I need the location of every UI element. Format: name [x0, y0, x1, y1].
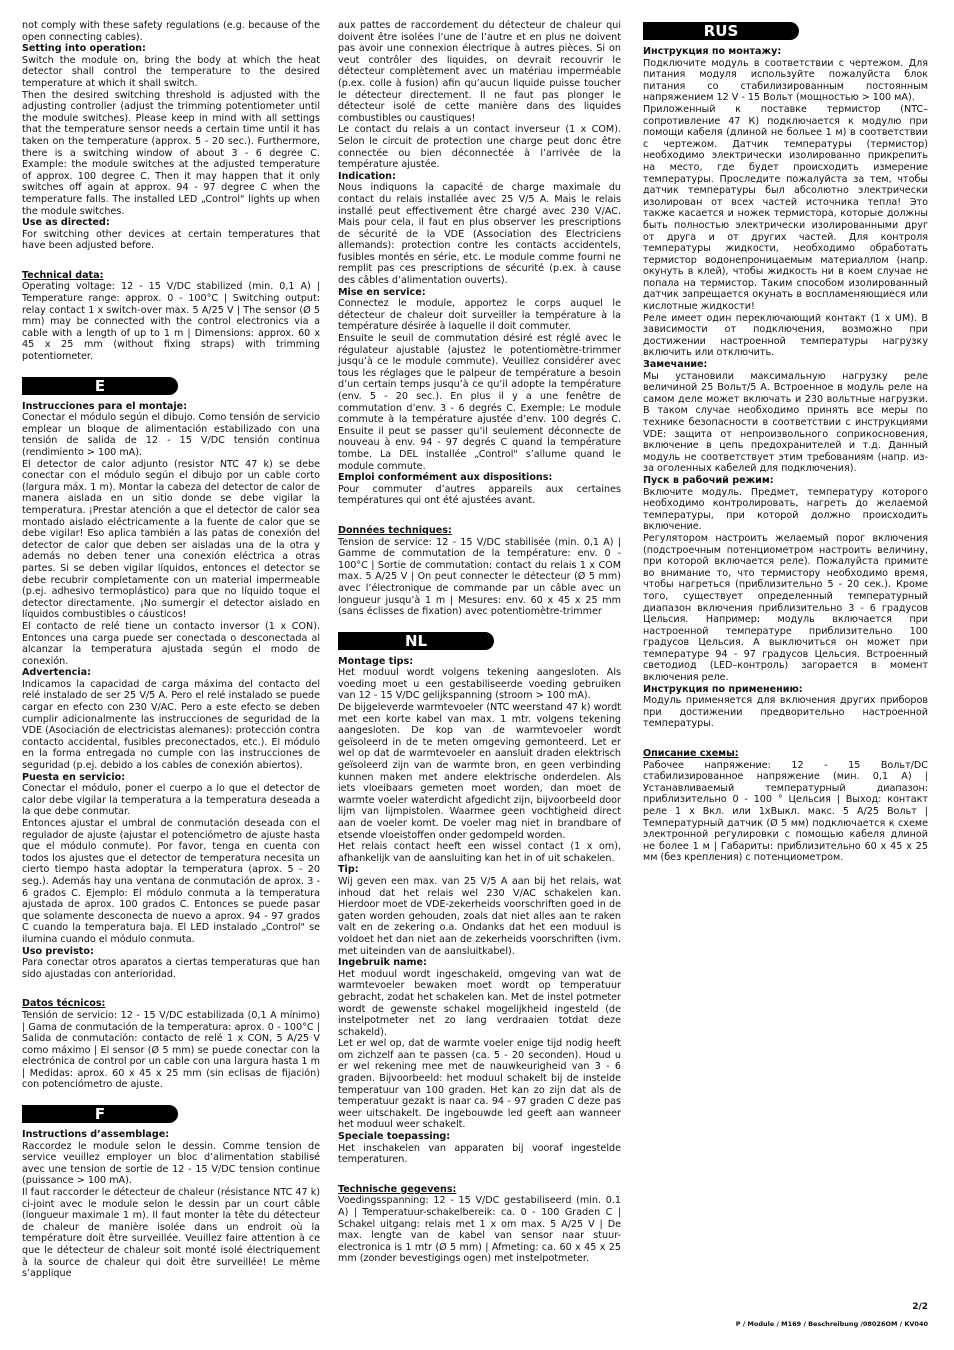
ru-paragraph: Мы установили максимальную нагрузку реле величиной 25 Вольт/5 А. Встроенное в модуль реле на самом деле может включать и 230 вольтные нагрузки. В таком случае необходимо принять все меры по технике безопасности в соответствии с инструкциями VDE: защита от непроизвольного соприкосновения, включение в цепь предохранителей и т.д. Данный модуль не соответствует этим требованиям (напр. из-за оголенных кабелей для подключения). — [643, 370, 928, 475]
es-paragraph: Entonces ajustar el umbral de conmutación deseada con el regulador de ajuste (ajustar el potenciómetro de ajuste hasta que el módulo conmute). Por favor, tenga en cuenta con todos los ajustes que el detector de temperatura necesita un cierto tiempo hasta adoptar la temperatura (aprox. 5 - 20 seg.). Además hay una ventana de conmutación de aprox. 3 - 6 grados C. Ejemplo: El módulo conmuta a la temperatura ajustada de aprox. 100 grados C. Entonces se puede pasar que solamente desconecta de nuevo a aprox. 94 - 97 grados C cuando la temperatura baja. El LED instalado „Control" se ilumina cuando el módulo conmuta. — [22, 818, 320, 945]
nl-paragraph: Het relais contact heeft een wissel contact (1 x om), afhankelijk van de aansluiting kan het in of uit schakelen. — [338, 841, 621, 864]
nl-paragraph: Het moduul wordt ingeschakeld, omgeving van wat de warmtevoeler bewaken moet wordt op temperatuur gebracht, zodat het schakelen kan. Met de instel potmeter wordt de gewenste schakel mogelijkheid ingesteld (de instelpotmeter net zo lang verdraaien totdat deze schakeld). — [338, 968, 621, 1038]
en-heading-use: Use as directed: — [22, 217, 110, 229]
es-tech-data: Tensión de servicio: 12 - 15 V/DC estabilizada (0,1 A mínimo) | Gama de conmutación de la temperatura: aprox. 0 - 100°C | Salida de conmutación: contacto de relé 1 x CON, 5 A/25 V como máximo | El sensor (Ø 5 mm) se puede conectar con la electrónica de control por un cable con una largura hasta 1 m | Medidas: aprox. 60 x 45 x 25 mm (sin eclisas de fijación) con potenciómetro de ajuste. — [22, 1009, 320, 1091]
language-badge-rus: RUS — [643, 22, 799, 40]
fr-heading-indication: Indication: — [338, 170, 396, 182]
nl-heading-operation: Ingebruik name: — [338, 957, 427, 969]
ru-heading-use: Инструкция по применению: — [643, 683, 803, 695]
column-2 — [338, 20, 621, 1265]
page-number: 2/2 — [912, 1302, 928, 1312]
es-heading-use: Uso previsto: — [22, 945, 94, 957]
fr-tech-data: Tension de service: 12 - 15 V/DC stabilisée (min. 0,1 A) | Gamme de commutation de la température: env. 0 - 100°C | Sortie de commutation: contact du relais 1 x COM max. 5 A/25 V | On peut connecter le détecteur (Ø 5 mm) avec l’électronique de commande par un câble avec un longueur jusqu’à 1 m | Mesures: env. 60 x 45 x 25 mm (sans éclisses de fixation) avec potentiomètre-trimmer — [338, 536, 621, 618]
nl-heading-tip: Tip: — [338, 864, 359, 876]
es-paragraph: El detector de calor adjunto (resistor NTC 47 k) se debe conectar con el módulo según el dibujo por un cable corto (largura máx. 1 m). Montar la cabeza del detector de calor de manera aislada en un sitio donde se debe vigilar la temperatura. ¡Prestar atención a que el detector de calor sea montado aislado eléctricamente a la fuente de calor que se debe vigilar! Eso aplica también a las patas de conexión del detector de calor que deben ser aisladas una de la otra y además no deben tener una conexión eléctrica a otras partes. Si se deben vigilar líquidos, entonces el detector se debe recubrir completamente con un material impermeable (p.ej. adhesivo termoplástico) para que no líquido toque el detector directamente. ¡No sumergir el detector aislado en líquidos combustibles o cáusticos! — [22, 458, 320, 621]
ru-paragraph: Включите модуль. Предмет, температуру которого необходимо контролировать, нагреть до желаемой температуры, при которой должно происходить включение. — [643, 486, 928, 533]
fr-paragraph: Il faut raccorder le détecteur de chaleur (résistance NTC 47 k) ci-joint avec le module selon le dessin par un court câble (longueur maximale 1 m). Il faut monter la tête du détecteur de chaleur de manière isolée dans un endroit où la température doit être surveillée. Veuillez faire attention à ce que le détecteur de chaleur soit monté isolé électriquement à la source de chaleur qui doit être surveillée! Le même s’applique — [22, 1187, 320, 1280]
es-heading-instructions: Instrucciones para el montaje: — [22, 400, 188, 412]
fr-paragraph: Pour commuter d’autres appareils aux certaines températures qui ont été ajustées avant. — [338, 483, 621, 507]
fr-paragraph: Connectez le module, apportez le corps auquel le détecteur de chaleur doit surveiller la température à la température désirée à laquelle il doit commuter. — [338, 298, 621, 333]
ru-paragraph: Модуль применяется для включения других приборов при достижении предворительно настроенной температуры. — [643, 695, 928, 730]
nl-paragraph: Het inschakelen van apparaten bij vooraf ingestelde temperaturen. — [338, 1142, 621, 1166]
es-heading-warning: Advertencia: — [22, 667, 91, 679]
nl-paragraph: Het moduul wordt volgens tekening aangesloten. Als voeding moet u een gestabiliseerde voeding gebruiken van 12 - 15 V/DC gelijkspanning (stroom > 100 mA). — [338, 667, 621, 702]
nl-heading-tech: Technische gegevens: — [338, 1183, 457, 1195]
en-tech-data: Operating voltage: 12 - 15 V/DC stabilized (min. 0,1 A) | Temperature range: approx. 0 - 100°C | Switching output: relay contact 1 x switch-over max. 5 A/25 V | The sensor (Ø 5 mm) may be connected with the control electronics via a cable with a length of up to 1 m | Dimensions: approx. 60 x 45 x 25 mm (without fixing straps) with trimming potentiometer. — [22, 281, 320, 363]
fr-paragraph: Raccordez le module selon le dessin. Comme tension de service veuillez employer un bloc d’alimentation stabilisé avec une tension de sortie de 12 - 15 V/DC tension continue (puissance > 100 mA). — [22, 1140, 320, 1187]
ru-paragraph: Регулятором настроить желаемый порог включения (подстроечным потенциометром настроить величину, при которой включается реле). Пожалуйста примите во внимание то, что термистору необходимо время, чтобы нагреться (приблизительно 5 - 20 сек.). Кроме того, существует определенный температурный диапазон включения приблизительно 3 - 6 градусов Цельсия. Например: модуль включается при настроенной температуре приблизительно 100 градусов Цельсия. А выключиться он может при температуре 94 - 97 градусов Цельсия. Встроенный светодиод (LED–контроль) загорается в момент включения реле. — [643, 532, 928, 684]
language-badge-e: E — [22, 377, 178, 395]
nl-paragraph: Wij geven een max. van 25 V/5 A aan bij het relais, wat inhoud dat het relais wel 230 V/AC schakelen kan. Hierdoor moet de VDE-zekerheids voorschriften goed in de gaten worden gehouden, zoals dat niet alles aan te raken valt en de zekering o.a. Ondanks dat het een moduul is voldoet het dan niet aan de zekerheids voorschriften (ivm. met uiteinden van de aansluitkabel). — [338, 875, 621, 957]
ru-heading-operation: Пуск в рабочий режим: — [643, 474, 774, 486]
fr-heading-instructions: Instructions d’assemblage: — [22, 1129, 170, 1141]
en-heading-tech: Technical data: — [22, 269, 104, 281]
ru-paragraph: Подключите модуль в соответствии с чертежом. Для питания модуля используйте пожалуйста блок питания со стабилизированным постоянным напряжением 12 V - 15 Вольт (мощностью > 100 мА). — [643, 57, 928, 104]
fr-paragraph: Nous indiquons la capacité de charge maximale du contact du relais installée avec 25 V/5 A. Mais le relais installé peut effectivement être chargé avec 230 V/AC. Mais pour cela, il faut en plus observer les prescriptions de sécurité de la VDE (Association des Electriciens allemands): protection contre les contacts accidentels, fusibles montés en série, etc. Le module comme fourni ne remplit pas ces prescriptions de sécurité (p.ex. à cause des câbles d’alimentation ouverts). — [338, 182, 621, 287]
en-heading-setting: Setting into operation: — [22, 43, 146, 55]
en-paragraph: Then the desired switching threshold is adjusted with the adjusting controller (adjust the trimming potentiometer until the module switches). Please keep in mind with all settings that the temperature sensor needs a certain time until it has taken on the temperature (approx. 5 - 20 sec.). Furthermore, there is a switching window of about 3 - 6 degree C. Example: the module switches at the adjusted temperature of approx. 100 degree C. Then it may happen that it only switches off again at approx. 94 - 97 degree C when the temperature falls. The installed LED „Control" lights up when the module switches. — [22, 89, 320, 217]
nl-heading-use: Speciale toepassing: — [338, 1131, 451, 1143]
column-1 — [22, 20, 320, 1280]
en-paragraph: Switch the module on, bring the body at which the heat detector shall control the temperature to the desired temperature at which it shall switch. — [22, 54, 320, 89]
en-paragraph: For switching other devices at certain temperatures that have been adjusted before. — [22, 228, 320, 252]
es-heading-tech: Datos técnicos: — [22, 998, 106, 1010]
fr-paragraph: aux pattes de raccordement du détecteur de chaleur qui doivent être isolées l’une de l’autre et en plus ne doivent pas avoir une connexion électrique à autres pièces. Si on veut contrôler des liquides, on devrait recouvrir le détecteur complètement avec un matériau imperméable (p.ex. colle à fusion) afin qu’aucun liquide puisse toucher le détecteur directement. Il ne faut pas plonger le détecteur isolé de cette manière dans des liquides combustibles ou caustiques! — [338, 20, 621, 124]
ru-paragraph: Приложенный к поставке термистор (NTC–сопротивление 47 К) подключается к модулю при помощи кабеля (длиной не больее 1 м) в соответствии с чертежом. Датчик температуры (термистор) необходимо электрически изолированно прикрепить на место, где будет происходить измерение температуры. Проследите пожалуйста за тем, чтобы датчик температуры был абсолютно электрически изолирован от всех частей источника тепла! Это также касается и ножек термистора, которые должны быть полностью электрически изолированными друг от друга и от других частей. Для контроля температуры жидкости, необходимо обработать термистор водонепроницаемым материаллом (напр. окунуть в клей), чтобы жидкость ни в коем случае не попала на термистор. Таким способом изолированный датчик запрещается окунать в воспламеняющиеся или кислотные жидкости! — [643, 103, 928, 313]
ru-tech-data: Рабочее напряжение: 12 - 15 Вольт/DC стабилизированное напряжение (мин. 0,1 А) | Устанавливаемый температурный диапазон: приблизительно 0 - 100 ° Цельсия | Выход: контакт реле 1 х Вкл. или 1хВыкл. макс. 5 А/25 Вольт | Температурный датчик (Ø 5 мм) подключается к схеме электронной регулировки с помощью кабеля длиной не более 1 м | Габариты: приблизительно 60 х 45 х 25 мм (без крепления) с потенциометром. — [643, 759, 928, 864]
es-paragraph: Para conectar otros aparatos a ciertas temperaturas que han sido ajustadas con anterioridad. — [22, 957, 320, 980]
fr-heading-tech: Données techniques: — [338, 524, 452, 536]
es-paragraph: Conectar el módulo según el dibujo. Como tensión de servicio emplear un bloque de alimentación estabilizado con una tensión de salida de 12 - 15 V/DC tensión continua (rendimiento > 100 mA). — [22, 412, 320, 458]
es-heading-operation: Puesta en servicio: — [22, 771, 126, 783]
fr-paragraph: Ensuite le seuil de commutation désiré est réglé avec le régulateur ajustable (ajustez le potentiomètre-trimmer jusqu’à ce le module commute). Veuillez considérer avec tous les réglages que le palpeur de température a besoin d’un certain temps jusqu’à ce qu’il adopte la température (env. 5 - 20 sec.). En plus il y a une fenêtre de commutation d’env. 3 - 6 degrés C. Exemple: Le module commute à la température ajustée d’env. 100 degrés C. Ensuite il peut se passer qu’il seulement déconnecte de nouveau à env. 94 - 97 degrés C quand la température tombe. La DEL installée „Control" s’allume quand le module commute. — [338, 333, 621, 472]
ru-paragraph: Реле имеет один переключающий контакт (1 х UM). В зависимости от подключения, возможно при достижении настроенной температуры нагрузку включить или отключить. — [643, 312, 928, 359]
es-paragraph: Conectar el módulo, poner el cuerpo a lo que el detector de calor debe vigilar la temperatura a la temperatura deseada a la que debe conmutar. — [22, 783, 320, 818]
document-reference: P / Module / M169 / Beschreibung /08026OM / KV040 — [735, 1320, 928, 1328]
column-3 — [643, 20, 928, 864]
fr-heading-use: Emploi conformément aux dispositions: — [338, 472, 553, 484]
nl-tech-data: Voedingsspanning: 12 - 15 V/DC gestabiliseerd (min. 0.1 A) | Temperatuur-schakelbereik: ca. 0 - 100 Graden C | Schakel uitgang: relais met 1 x om max. 5 A/25 V | De max. lengte van de kabel van sensor naar stuur-electronica is 1 mtr (Ø 5 mm) | Afmeting: ca. 60 x 45 x 25 mm (zonder bevestigings ogen) met instelpotmeter. — [338, 1195, 621, 1265]
fr-paragraph: Le contact du relais a un contact inverseur (1 x COM). Selon le circuit de protection une charge peut donc être connectée ou bien déconnectée à l’arrivée de la température ajustée. — [338, 124, 621, 171]
es-paragraph: Indicamos la capacidad de carga máxima del contacto del relé instalado de ser 25 V/5 A. Pero el relé instalado se puede cargar en efecto con 230 V/AC. Pero a este efecto se deben cumplir adicionalmente las instrucciones de seguridad de la VDE (Asociación de electricistas alemanes): protección contra contacto accidental, fusibles preconectados, etc.). El módulo en la forma entregada no cumple con las instrucciones de seguridad (p.ej. debido a los cables de conexión abiertos). — [22, 678, 320, 772]
ru-heading-tech: Описание схемы: — [643, 748, 739, 760]
nl-heading-montage: Montage tips: — [338, 655, 414, 667]
nl-paragraph: De bijgeleverde warmtevoeler (NTC weerstand 47 k) wordt met een korte kabel van max. 1 mtr. volgens tekening aangesloten. De kop van de warmtevoeler wordt geïsoleerd in de te meten omgeving gemonteerd. Let er wel op dat de warmtevoeler en aansluit draden elektrisch geïsoleerd zijn van de warmte bron, en geen verbinding kunnen maken met andere elektrische onderdelen. Als iets vloeibaars gemeten moet worden, dan moet de warmte voeler waterdicht afgedicht zijn, bijvoorbeeld door lijm van lijmpistolen. Waarmee geen vochtigheid direct aan de voeler komt. De voeler mag niet in brandbare of etsende vloeistoffen onder gedompeld worden. — [338, 702, 621, 841]
ru-heading-instructions: Инструкция по монтажу: — [643, 46, 782, 57]
es-paragraph: El contacto de relé tiene un contacto inversor (1 x CON). Entonces una carga puede ser conectada o desconectada al alcanzar la temperatura ajustada según el modo de conexión. — [22, 620, 320, 667]
language-badge-f: F — [22, 1105, 178, 1123]
fr-heading-operation: Mise en service: — [338, 286, 426, 298]
en-paragraph: not comply with these safety regulations (e.g. because of the open connecting cables). — [22, 20, 320, 43]
language-badge-nl: NL — [338, 632, 494, 650]
ru-heading-note: Замечание: — [643, 359, 708, 371]
nl-paragraph: Let er wel op, dat de warmte voeler enige tijd nodig heeft om zichzelf aan te passen (ca. 5 - 20 seconden). Houd u er wel rekening mee met de nauwkeurigheid van 3 - 6 graden. Bijvoorbeeld: het moduul schakelt bij de instelde temperatuur van 100 graden. Het kan zo zijn dat als de temperatuur gezakt is naar ca. 94 - 97 graden C deze pas weer uitschakelt. De ingebouwde led geeft aan wanneer het moduul weer schakelt. — [338, 1038, 621, 1131]
